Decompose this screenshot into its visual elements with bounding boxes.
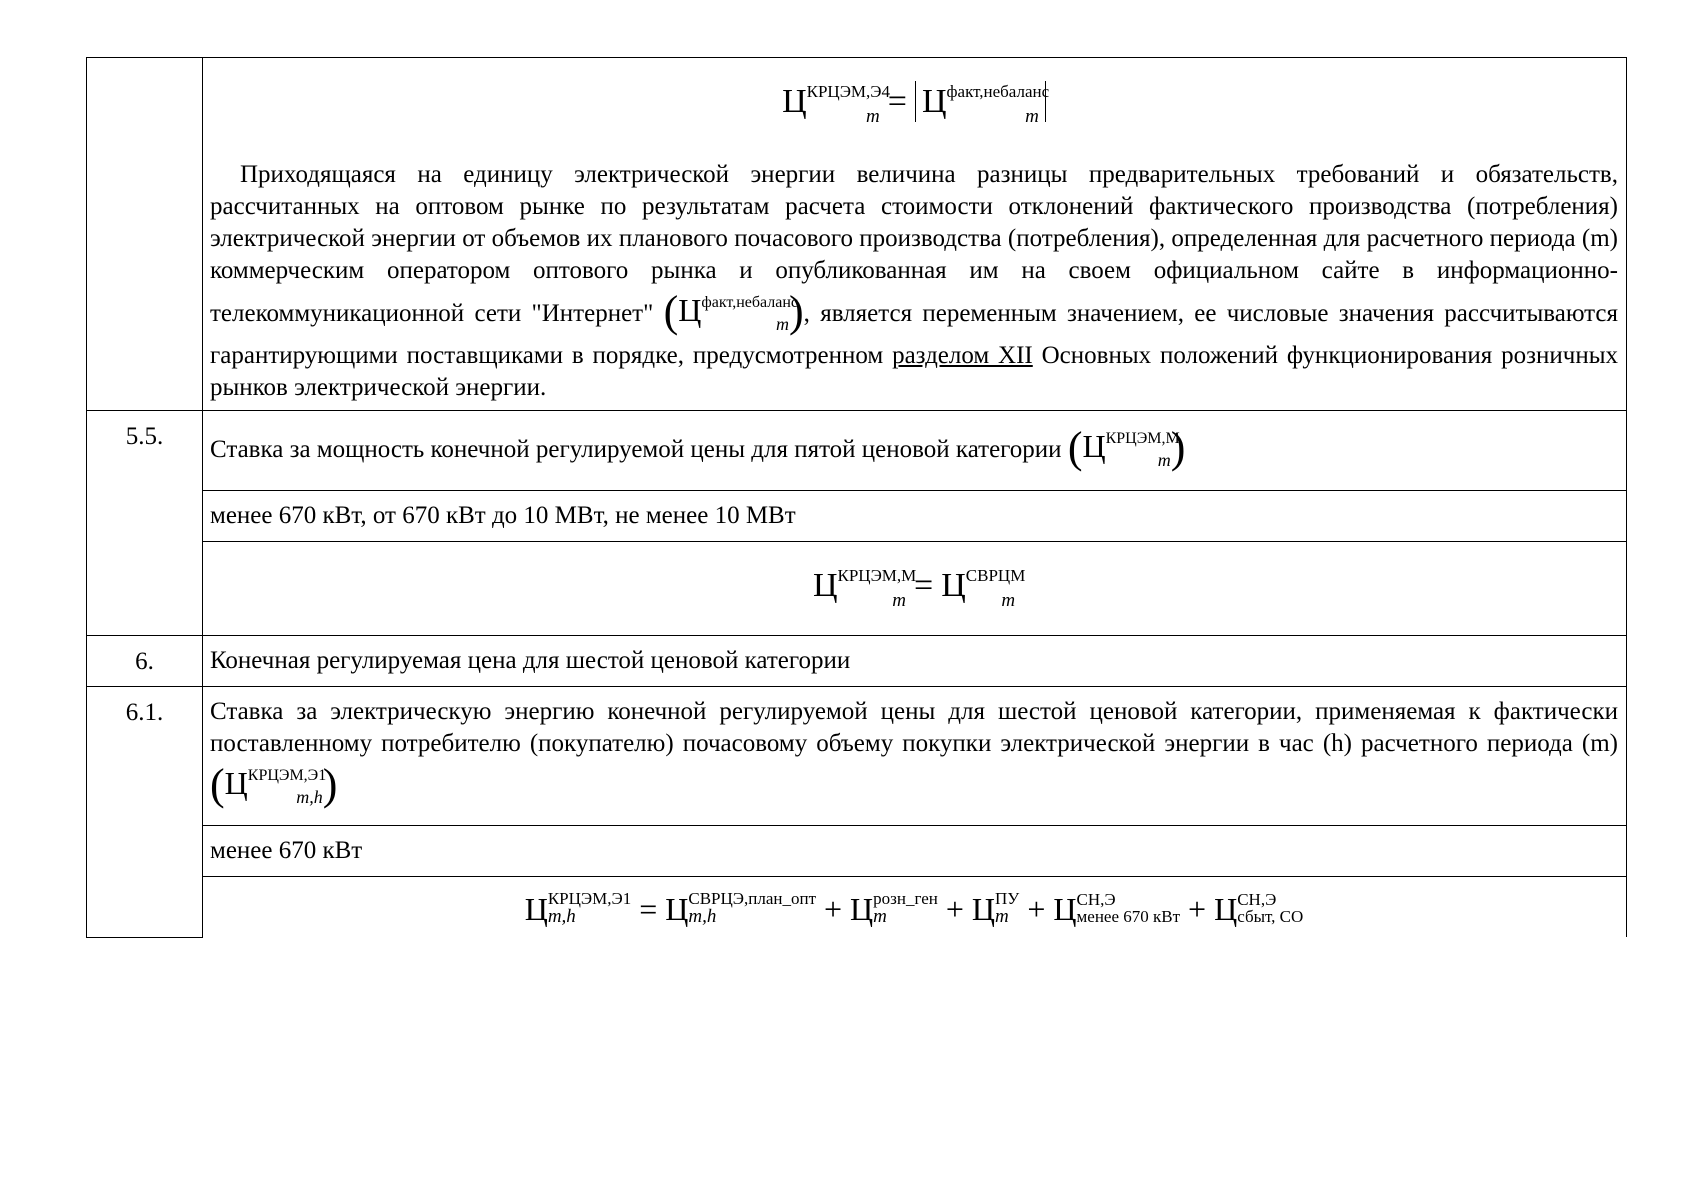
table-row (87, 542, 1627, 636)
tariff-table (86, 57, 1627, 938)
row-power-range: менее 670 кВт (203, 826, 1627, 877)
row-number-empty (87, 58, 203, 411)
row-6-1-description: Ставка за электрическую энергию конечной регулируемой цены для шестой ценовой категории, применяемая к фактически поставленному потребителю (покупателю) почасовому объему покупки электрической энергии в час (h) расчетного периода (m) $(Ц^{КРЦЭМ,Э1}_{m,h})$ (210, 698, 1618, 809)
row-number: 6.1. (87, 687, 203, 938)
symbol-fact-imbalance: $(Ц^{факт,небаланс}_m)$ (663, 287, 804, 336)
table-row (87, 877, 1627, 938)
symbol-krcem-m: $(Ц^{КРЦЭМ,М}_m)$ (1067, 423, 1186, 472)
formula-e4: $Ц^{КРЦЭМ,Э4}_m = Ц^{факт,небаланс}_m$ (782, 82, 1050, 127)
row-body (203, 58, 1627, 411)
row-number: 6. (87, 636, 203, 687)
table-row (87, 687, 1627, 826)
tariff-table-page (86, 57, 1626, 938)
table-row (87, 58, 1627, 411)
row-formula (203, 542, 1627, 636)
row-power-ranges: менее 670 кВт, от 670 кВт до 10 МВт, не менее 10 МВт (203, 491, 1627, 542)
description-paragraph: Приходящаяся на единицу электрической энергии величина разницы предварительных требований и обязательств, рассчитанных на оптовом рынке по результатам расчета стоимости отклонений фактического производства (потребления) электрической энергии от объемов их планового почасового производства (потребления), определенная для расчетного периода (m) коммерческим оператором оптового рынка и опубликованная им на своем официальном сайте в информационно-телекоммуникационной сети "Интернет" $(Ц^{факт,небаланс}_m)$, является переменным значением, ее числовые значения рассчитываются гарантирующими поставщиками в порядке, предусмотренном разделом XII Основных положений функционирования розничных рынков электрической энергии. (210, 161, 1619, 401)
row-title (203, 687, 1627, 826)
table-row (87, 826, 1627, 877)
row-title: Ставка за мощность конечной регулируемой цены для пятой ценовой категории $(Ц^{КРЦЭМ,М}_m)$ (203, 411, 1627, 491)
formula-5-5: $Ц^{КРЦЭМ,М}_m = Ц^{СВРЦМ}_m$ (812, 566, 1026, 611)
formula-6-1: Ц КРЦЭМ,Э1 m,h = Ц СВРЦЭ,план_опт m,h + Ц розн_ген m + Ц ПУ m + Ц СН,Э менее 670 кВт + Ц СН,Э сбыт, СО (524, 889, 1304, 927)
table-row (87, 411, 1627, 491)
table-row (87, 636, 1627, 687)
section-xii-link[interactable]: разделом XII (892, 342, 1033, 369)
row-number: 5.5. (87, 411, 203, 636)
table-row (87, 491, 1627, 542)
symbol-krcem-e1: $(Ц^{КРЦЭМ,Э1}_{m,h})$ (210, 760, 338, 809)
row-formula (203, 877, 1627, 938)
row-title: Конечная регулируемая цена для шестой ценовой категории (203, 636, 1627, 687)
